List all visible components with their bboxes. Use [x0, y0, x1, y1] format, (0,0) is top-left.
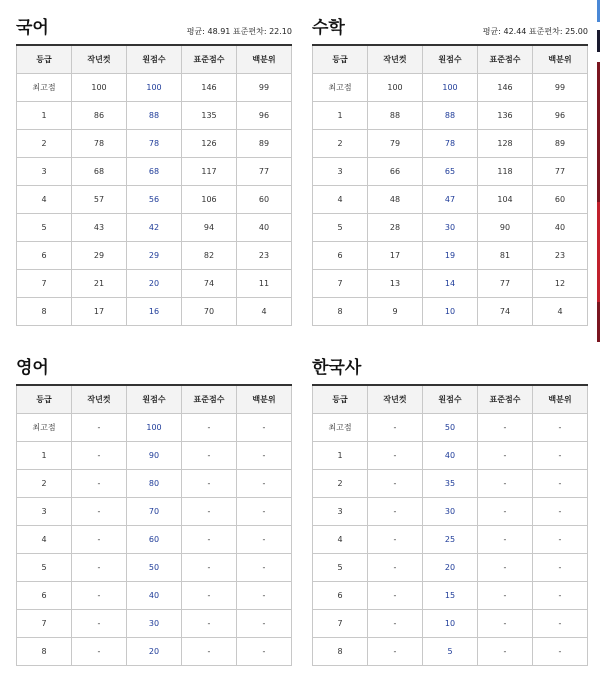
table-cell: -: [182, 610, 237, 638]
table-cell: 66: [368, 158, 423, 186]
col-header: 작년컷: [368, 45, 423, 74]
table-cell: 146: [478, 74, 533, 102]
table-cell: 77: [237, 158, 292, 186]
table-cell: 7: [17, 270, 72, 298]
table-cell: -: [237, 526, 292, 554]
table-cell: -: [478, 526, 533, 554]
table-cell: 3: [17, 158, 72, 186]
table-cell: 14: [423, 270, 478, 298]
table-cell: -: [72, 442, 127, 470]
table-cell: 106: [182, 186, 237, 214]
table-cell: 최고점: [17, 74, 72, 102]
col-header: 등급: [17, 385, 72, 414]
table-cell: 94: [182, 214, 237, 242]
panel-header: [16, 16, 292, 44]
table-cell: 17: [368, 242, 423, 270]
table-cell: 146: [182, 74, 237, 102]
table-cell: 2: [17, 130, 72, 158]
table-cell: -: [368, 582, 423, 610]
table-cell: 48: [368, 186, 423, 214]
table-cell: 65: [423, 158, 478, 186]
table-cell: 최고점: [313, 74, 368, 102]
grade-table: [312, 384, 588, 666]
table-header-row: [17, 45, 292, 74]
col-header: 등급: [313, 385, 368, 414]
table-cell: -: [478, 554, 533, 582]
table-cell: -: [478, 638, 533, 666]
table-cell: 40: [423, 442, 478, 470]
table-cell: 8: [17, 638, 72, 666]
table-cell: 99: [533, 74, 588, 102]
table-cell: 6: [17, 242, 72, 270]
col-header: 표준점수: [478, 385, 533, 414]
table-cell: -: [182, 554, 237, 582]
table-cell: 5: [313, 554, 368, 582]
table-cell: -: [478, 442, 533, 470]
table-cell: -: [533, 554, 588, 582]
table-cell: -: [72, 554, 127, 582]
table-cell: -: [237, 554, 292, 582]
table-cell: 20: [423, 554, 478, 582]
table-cell: 5: [423, 638, 478, 666]
table-header-row: [17, 385, 292, 414]
table-row: [17, 74, 292, 102]
table-row: [17, 242, 292, 270]
table-row: [17, 102, 292, 130]
table-row: [17, 270, 292, 298]
panel-header: [16, 356, 292, 384]
table-row: [313, 270, 588, 298]
table-cell: 100: [72, 74, 127, 102]
panel-header: [312, 356, 588, 384]
table-cell: 35: [423, 470, 478, 498]
table-cell: 6: [313, 242, 368, 270]
table-cell: 100: [423, 74, 478, 102]
table-row: [17, 442, 292, 470]
table-cell: 77: [533, 158, 588, 186]
table-cell: -: [237, 582, 292, 610]
table-cell: 5: [17, 214, 72, 242]
col-header: 백분위: [237, 385, 292, 414]
table-row: [313, 158, 588, 186]
table-cell: 99: [237, 74, 292, 102]
table-row: [313, 526, 588, 554]
table-row: [17, 610, 292, 638]
col-header: 백분위: [533, 45, 588, 74]
col-header: 원점수: [127, 45, 182, 74]
table-cell: 30: [423, 498, 478, 526]
table-cell: 4: [533, 298, 588, 326]
table-row: [17, 638, 292, 666]
table-cell: 7: [313, 610, 368, 638]
table-cell: -: [368, 526, 423, 554]
table-cell: 9: [368, 298, 423, 326]
table-row: [313, 242, 588, 270]
table-cell: -: [533, 442, 588, 470]
table-cell: -: [237, 414, 292, 442]
table-cell: -: [368, 498, 423, 526]
table-row: [17, 498, 292, 526]
col-header: 원점수: [423, 45, 478, 74]
table-cell: -: [368, 554, 423, 582]
table-cell: 88: [423, 102, 478, 130]
table-cell: 30: [423, 214, 478, 242]
table-cell: 60: [127, 526, 182, 554]
table-cell: 74: [478, 298, 533, 326]
table-row: [313, 186, 588, 214]
table-cell: 88: [127, 102, 182, 130]
table-cell: 89: [237, 130, 292, 158]
table-cell: 80: [127, 470, 182, 498]
col-header: 표준점수: [478, 45, 533, 74]
col-header: 표준점수: [182, 45, 237, 74]
math-panel: [312, 16, 588, 326]
table-cell: 12: [533, 270, 588, 298]
table-cell: 89: [533, 130, 588, 158]
table-cell: 50: [423, 414, 478, 442]
table-cell: 68: [72, 158, 127, 186]
table-cell: 13: [368, 270, 423, 298]
table-cell: 78: [423, 130, 478, 158]
table-row: [313, 74, 588, 102]
col-header: 등급: [313, 45, 368, 74]
table-row: [313, 470, 588, 498]
table-row: [17, 526, 292, 554]
table-row: [313, 414, 588, 442]
table-cell: 2: [313, 470, 368, 498]
table-row: [17, 414, 292, 442]
table-cell: 40: [533, 214, 588, 242]
table-cell: 70: [127, 498, 182, 526]
table-cell: 118: [478, 158, 533, 186]
table-cell: 74: [182, 270, 237, 298]
table-body: [17, 74, 292, 326]
table-cell: 23: [237, 242, 292, 270]
english-panel: [16, 356, 292, 666]
table-cell: -: [368, 442, 423, 470]
table-cell: 11: [237, 270, 292, 298]
table-cell: 20: [127, 270, 182, 298]
table-cell: 117: [182, 158, 237, 186]
table-cell: 2: [313, 130, 368, 158]
subject-stats: 평균: 42.44 표준편차: 25.00: [482, 27, 588, 36]
table-cell: -: [533, 414, 588, 442]
table-cell: 10: [423, 298, 478, 326]
table-cell: 96: [533, 102, 588, 130]
table-cell: -: [182, 470, 237, 498]
panel-header: [312, 16, 588, 44]
table-cell: 60: [533, 186, 588, 214]
table-cell: 17: [72, 298, 127, 326]
table-cell: 78: [72, 130, 127, 158]
table-cell: 29: [127, 242, 182, 270]
table-cell: 15: [423, 582, 478, 610]
table-cell: 86: [72, 102, 127, 130]
table-cell: 60: [237, 186, 292, 214]
subject-title: 영어: [16, 358, 49, 378]
table-cell: 7: [17, 610, 72, 638]
grade-table: [16, 384, 292, 666]
table-header-row: [313, 45, 588, 74]
table-cell: -: [182, 442, 237, 470]
table-cell: -: [533, 470, 588, 498]
table-row: [17, 298, 292, 326]
col-header: 작년컷: [72, 385, 127, 414]
table-cell: -: [182, 498, 237, 526]
table-cell: 82: [182, 242, 237, 270]
table-cell: 4: [313, 526, 368, 554]
table-cell: -: [478, 470, 533, 498]
table-cell: -: [237, 610, 292, 638]
table-cell: -: [368, 414, 423, 442]
table-cell: 23: [533, 242, 588, 270]
col-header: 원점수: [127, 385, 182, 414]
table-row: [17, 158, 292, 186]
subject-title: 한국사: [312, 358, 362, 378]
table-cell: 6: [313, 582, 368, 610]
table-cell: 8: [313, 638, 368, 666]
table-cell: 135: [182, 102, 237, 130]
table-cell: 최고점: [313, 414, 368, 442]
table-cell: 50: [127, 554, 182, 582]
table-body: [313, 74, 588, 326]
table-cell: 8: [17, 298, 72, 326]
subject-title: 수학: [312, 18, 345, 38]
table-row: [313, 638, 588, 666]
table-row: [17, 582, 292, 610]
table-cell: 20: [127, 638, 182, 666]
table-cell: 47: [423, 186, 478, 214]
table-cell: 90: [127, 442, 182, 470]
table-cell: 81: [478, 242, 533, 270]
table-cell: 40: [127, 582, 182, 610]
table-cell: 7: [313, 270, 368, 298]
table-row: [313, 102, 588, 130]
table-row: [17, 186, 292, 214]
table-cell: -: [182, 414, 237, 442]
table-cell: -: [237, 498, 292, 526]
table-body: [17, 414, 292, 666]
grade-table: [16, 44, 292, 326]
table-cell: 128: [478, 130, 533, 158]
table-cell: 100: [127, 74, 182, 102]
table-cell: 90: [478, 214, 533, 242]
table-cell: -: [533, 638, 588, 666]
table-cell: -: [368, 470, 423, 498]
table-cell: 104: [478, 186, 533, 214]
table-cell: 100: [127, 414, 182, 442]
table-cell: 4: [237, 298, 292, 326]
table-header-row: [313, 385, 588, 414]
table-cell: -: [533, 498, 588, 526]
table-cell: 3: [313, 158, 368, 186]
table-row: [17, 470, 292, 498]
table-cell: -: [368, 610, 423, 638]
table-cell: 3: [17, 498, 72, 526]
table-row: [313, 498, 588, 526]
table-cell: 126: [182, 130, 237, 158]
korean-history-panel: [312, 356, 588, 666]
table-cell: 56: [127, 186, 182, 214]
col-header: 등급: [17, 45, 72, 74]
table-cell: -: [533, 526, 588, 554]
table-cell: 16: [127, 298, 182, 326]
table-row: [313, 442, 588, 470]
col-header: 작년컷: [368, 385, 423, 414]
table-row: [313, 130, 588, 158]
table-cell: -: [72, 610, 127, 638]
table-cell: -: [478, 414, 533, 442]
table-cell: 5: [17, 554, 72, 582]
table-cell: -: [182, 526, 237, 554]
table-cell: -: [478, 610, 533, 638]
col-header: 백분위: [237, 45, 292, 74]
table-cell: 88: [368, 102, 423, 130]
table-cell: 68: [127, 158, 182, 186]
table-cell: -: [182, 638, 237, 666]
table-cell: 136: [478, 102, 533, 130]
table-cell: 1: [313, 442, 368, 470]
table-cell: 1: [17, 442, 72, 470]
table-cell: 25: [423, 526, 478, 554]
table-cell: 28: [368, 214, 423, 242]
korean-panel: [16, 16, 292, 326]
table-cell: -: [237, 470, 292, 498]
table-cell: 4: [17, 186, 72, 214]
table-cell: 100: [368, 74, 423, 102]
subject-stats: 평균: 48.91 표준편차: 22.10: [186, 27, 292, 36]
table-cell: -: [237, 442, 292, 470]
table-cell: 77: [478, 270, 533, 298]
table-cell: 1: [313, 102, 368, 130]
subject-title: 국어: [16, 18, 49, 38]
table-cell: 6: [17, 582, 72, 610]
table-cell: 79: [368, 130, 423, 158]
table-cell: 최고점: [17, 414, 72, 442]
table-cell: 70: [182, 298, 237, 326]
table-cell: -: [72, 498, 127, 526]
table-cell: 40: [237, 214, 292, 242]
table-cell: 42: [127, 214, 182, 242]
table-cell: 21: [72, 270, 127, 298]
table-cell: 78: [127, 130, 182, 158]
table-cell: 2: [17, 470, 72, 498]
table-cell: -: [72, 526, 127, 554]
table-cell: -: [478, 498, 533, 526]
table-row: [313, 582, 588, 610]
table-cell: 96: [237, 102, 292, 130]
table-cell: -: [533, 582, 588, 610]
table-cell: -: [72, 414, 127, 442]
table-cell: 4: [17, 526, 72, 554]
table-body: [313, 414, 588, 666]
col-header: 백분위: [533, 385, 588, 414]
table-cell: -: [368, 638, 423, 666]
grade-table: [312, 44, 588, 326]
table-cell: -: [72, 638, 127, 666]
table-cell: 10: [423, 610, 478, 638]
table-row: [313, 214, 588, 242]
table-cell: 30: [127, 610, 182, 638]
table-cell: 19: [423, 242, 478, 270]
col-header: 작년컷: [72, 45, 127, 74]
table-cell: 1: [17, 102, 72, 130]
table-cell: -: [478, 582, 533, 610]
table-row: [313, 298, 588, 326]
table-row: [313, 554, 588, 582]
table-cell: -: [237, 638, 292, 666]
table-cell: 57: [72, 186, 127, 214]
table-cell: -: [72, 582, 127, 610]
table-cell: -: [72, 470, 127, 498]
table-row: [17, 130, 292, 158]
table-cell: 4: [313, 186, 368, 214]
table-row: [313, 610, 588, 638]
table-cell: 29: [72, 242, 127, 270]
col-header: 원점수: [423, 385, 478, 414]
table-cell: 43: [72, 214, 127, 242]
table-cell: -: [533, 610, 588, 638]
table-cell: 5: [313, 214, 368, 242]
table-cell: 8: [313, 298, 368, 326]
table-cell: -: [182, 582, 237, 610]
table-cell: 3: [313, 498, 368, 526]
col-header: 표준점수: [182, 385, 237, 414]
table-row: [17, 214, 292, 242]
table-row: [17, 554, 292, 582]
